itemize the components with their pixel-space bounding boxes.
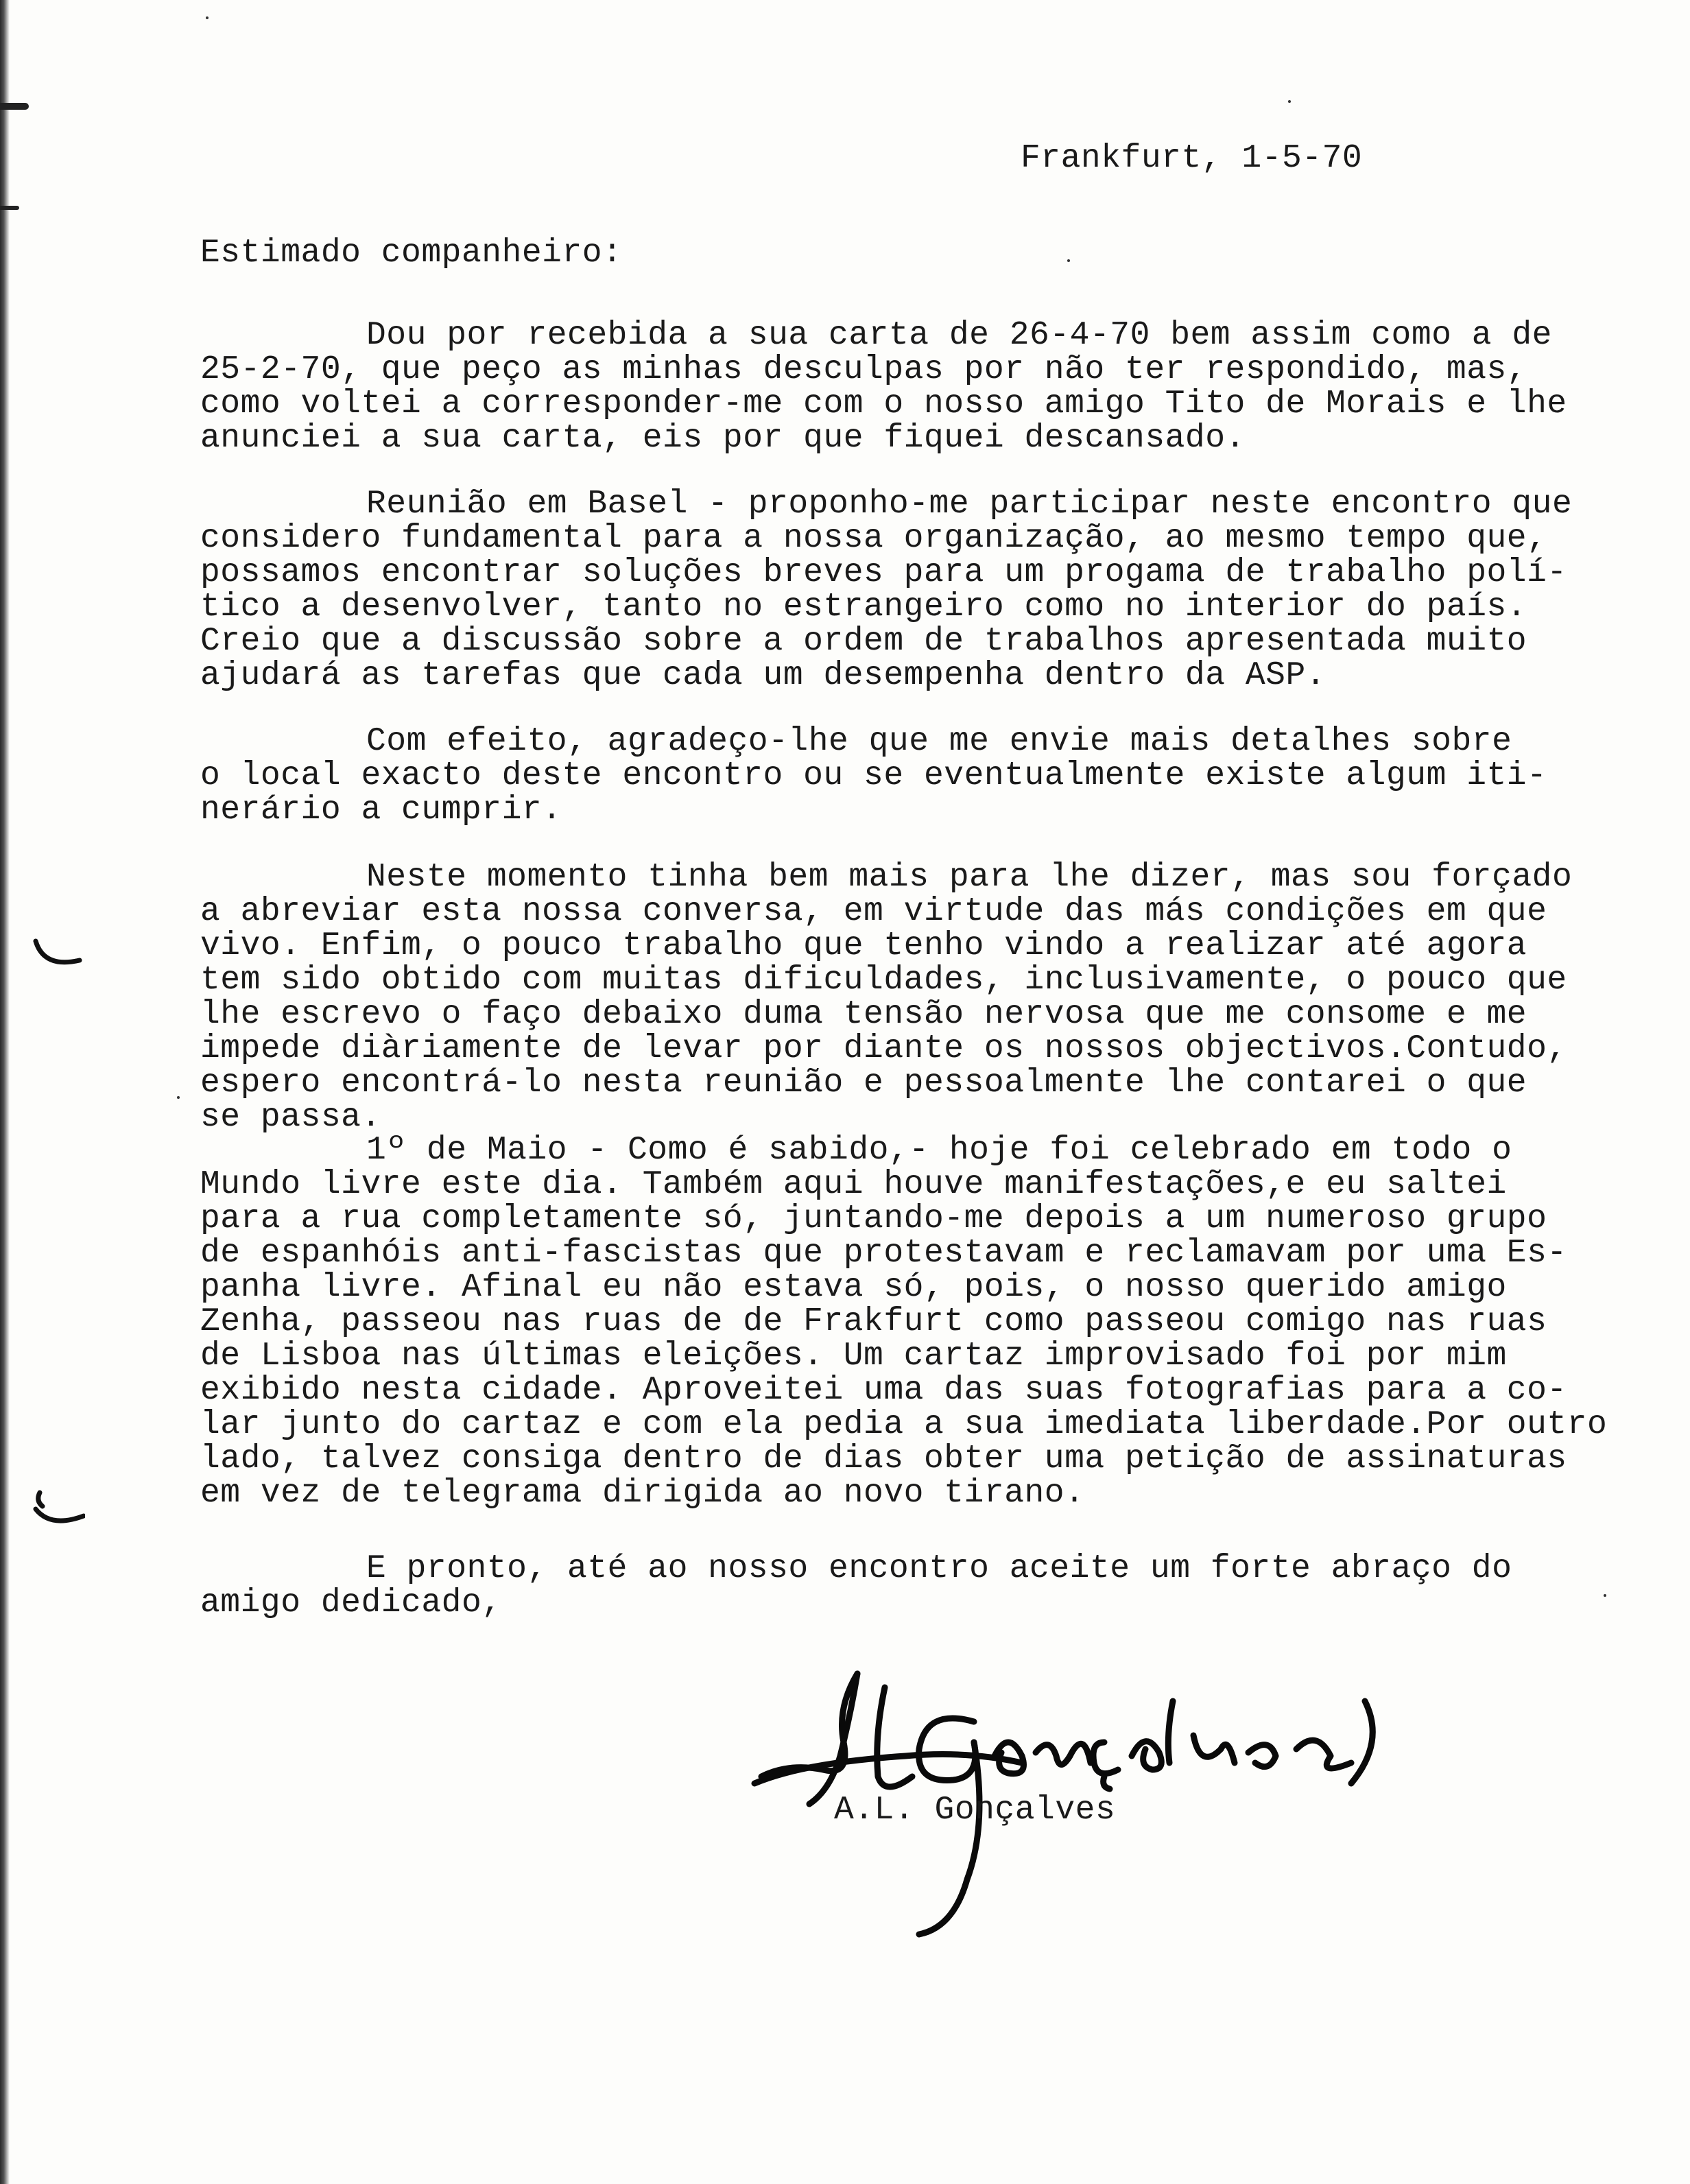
text-line: o local exacto deste encontro ou se eventualmente existe algum iti- <box>200 757 1547 794</box>
text-line: Creio que a discussão sobre a ordem de trabalhos apresentada muito <box>200 623 1527 660</box>
text-line: anunciei a sua carta, eis por que fiquei descansado. <box>200 420 1246 457</box>
text-line: como voltei a corresponder-me com o nosso amigo Tito de Morais e lhe <box>200 385 1567 423</box>
text-line: ajudará as tarefas que cada um desempenha dentro da ASP. <box>200 657 1326 694</box>
text-line: de espanhóis anti-fascistas que protestavam e reclamavam por uma Es- <box>200 1235 1567 1272</box>
text-line: se passa. <box>200 1099 381 1136</box>
text-line: 1º de Maio - Como é sabido,- hoje foi celebrado em todo o <box>366 1132 1512 1169</box>
text-line: Zenha, passeou nas ruas de de Frakfurt como passeou comigo nas ruas <box>200 1303 1547 1340</box>
text-line: lar junto do cartaz e com ela pedia a sua imediata liberdade.Por outro <box>200 1406 1608 1443</box>
text-line: Com efeito, agradeço-lhe que me envie mais detalhes sobre <box>366 723 1512 760</box>
text-line: em vez de telegrama dirigida ao novo tirano. <box>200 1475 1085 1512</box>
text-line: Mundo livre este dia. Também aqui houve manifestações,e eu saltei <box>200 1166 1507 1203</box>
signature-name: A.L. Gonçalves <box>834 1792 1116 1829</box>
text-line: Neste momento tinha bem mais para lhe dizer, mas sou forçado <box>366 859 1573 896</box>
text-line: 25-2-70, que peço as minhas desculpas por não ter respondido, mas, <box>200 351 1527 388</box>
punch-hole <box>30 1488 85 1543</box>
text-line: Dou por recebida a sua carta de 26-4-70 bem assim como a de <box>366 317 1552 354</box>
text-line: considero fundamental para a nossa organização, ao mesmo tempo que, <box>200 520 1547 557</box>
edge-mark <box>0 103 29 110</box>
text-line: E pronto, até ao nosso encontro aceite um forte abraço do <box>366 1550 1512 1587</box>
text-line: vivo. Enfim, o pouco trabalho que tenho vindo a realizar até agora <box>200 927 1527 964</box>
punch-hole <box>30 933 85 988</box>
text-line: para a rua completamente só, juntando-me depois a um numeroso grupo <box>200 1200 1547 1237</box>
text-line: possamos encontrar soluções breves para um progama de trabalho polí- <box>200 554 1567 591</box>
text-line: lhe escrevo o faço debaixo duma tensão nervosa que me consome e me <box>200 996 1527 1033</box>
salutation: Estimado companheiro: <box>200 235 623 272</box>
scan-edge <box>0 0 10 2184</box>
text-line: lado, talvez consiga dentro de dias obter uma petição de assinaturas <box>200 1440 1567 1477</box>
text-line: panha livre. Afinal eu não estava só, pois, o nosso querido amigo <box>200 1269 1507 1306</box>
text-line: a abreviar esta nossa conversa, em virtude das más condições em que <box>200 893 1547 930</box>
text-line: nerário a cumprir. <box>200 792 562 829</box>
text-line: impede diàriamente de levar por diante os nossos objectivos.Contudo, <box>200 1030 1567 1067</box>
text-line: Reunião em Basel - proponho-me participar neste encontro que <box>366 486 1573 523</box>
edge-mark <box>0 206 19 210</box>
speck <box>206 16 209 19</box>
speck <box>177 1096 180 1099</box>
text-line: de Lisboa nas últimas eleições. Um cartaz improvisado foi por mim <box>200 1338 1507 1375</box>
speck <box>1288 100 1291 103</box>
text-line: tico a desenvolver, tanto no estrangeiro como no interior do país. <box>200 589 1527 626</box>
text-line: exibido nesta cidade. Aproveitei uma das suas fotografias para a co- <box>200 1372 1567 1409</box>
letter-date: Frankfurt, 1-5-70 <box>1021 140 1363 177</box>
text-line: espero encontrá-lo nesta reunião e pessoalmente lhe contarei o que <box>200 1065 1527 1102</box>
text-line: tem sido obtido com muitas dificuldades, inclusivamente, o pouco que <box>200 962 1567 999</box>
speck <box>1604 1594 1606 1597</box>
speck <box>1067 259 1070 262</box>
text-line: amigo dedicado, <box>200 1584 502 1622</box>
